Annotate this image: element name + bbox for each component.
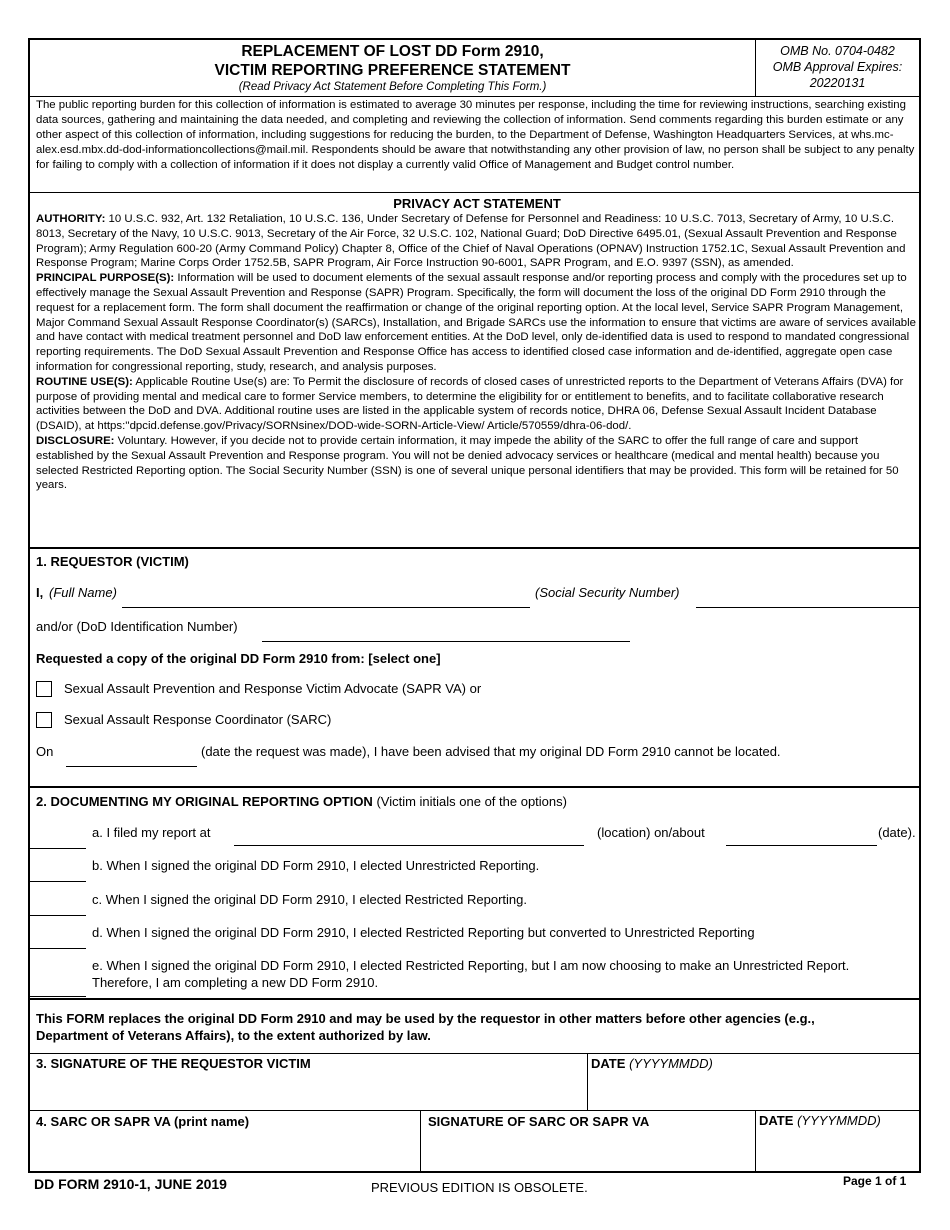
requestor-signature-label: 3. SIGNATURE OF THE REQUESTOR VICTIM [36,1056,311,1071]
initials-d-field[interactable] [30,948,86,949]
routine-text: Applicable Routine Use(s) are: To Permit the disclosure of records of closed cases of unrestricted reports to the Department of Veterans Affairs (DVA) for purpose of providing mental and medical care to former Service members, to determine the eligibility for or entitlement to benefits, and to facilitate collaborative research activities between the DoD and DVA. Additional routine uses are listed in the applicable system of records notice, DHRA 06, Defense Sexual Assault Incident Database (DSAID), at https:''dpcid.defense.gov/Privacy/SORNsinex/DOD-wide-SORN-Article-View/ Article/570559/dhra-06-dod/. [36,375,904,433]
requestor-date-field[interactable] [588,1070,918,1108]
privacy-heading: PRIVACY ACT STATEMENT [393,196,561,211]
sapr-va-option-label: Sexual Assault Prevention and Response Victim Advocate (SAPR VA) or [64,681,482,696]
divider [30,998,919,1000]
option-e-text-line1: e. When I signed the original DD Form 2910, I elected Restricted Reporting, but I am now choosing to make an Unrestricted Report. [92,958,850,973]
option-c-text: c. When I signed the original DD Form 2910, I elected Restricted Reporting. [92,892,527,907]
option-a-location-field[interactable] [234,845,584,846]
purpose-text: Information will be used to document elements of the sexual assault response and/or reporting process and comply with the procedures set up to effectively manage the Sexual Assault Prevention and Response (SAPR) Program. Specifically, the form will document the loss of the original DD Form 2910 through the request for a replacement form. The form shall document the reaffirmation or change of the original reporting option. At the local level, Service SAPR Program Management, Major Command Sexual Assault Response Coordinator(s) (SARCs), Installation, and Brigade SARCs use the information to ensure that victims are aware of services available and have contact with medical treatment personnel and DoD law enforcement entities. At the DoD level, only de-identified data is used to respond to mandated congressional reporting requirements. The DoD Sexual Assault Prevention and Response Office has access to identified closed case information and de-identified, aggregate open case information for congressional reporting, study, research, and analysis purposes. [36,272,917,373]
initials-b-field[interactable] [30,881,86,882]
option-e-text-line2: Therefore, I am completing a new DD Form 2910. [92,975,379,990]
authority-text: 10 U.S.C. 932, Art. 132 Retaliation, 10 U.S.C. 136, Under Secretary of Defense for Personnel and Readiness: 10 U.S.C. 7013, Secretary of Army, 10 U.S.C. 8013, Secretary of the Navy, 10 U.S.C. 9013, Secretary of the Air Force, 32 U.S.C. 102, National Guard; DoD Directive 6495.01, (Sexual Assault Prevention and Response Program); Army Regulation 600-20 (Army Command Policy) Chapter 8, Office of the Chief of Naval Operations (OPNAV) Instruction 1752.1C, Sexual Assault Prevention and Response Program; Marine Corps Order 1752.5B, SAPR Program, Air Force Instruction 90-6001, SAPR Program, and E.O. 9397 (SSN), as amended. [36,213,906,270]
notice-line-1: This FORM replaces the original DD Form 2910 and may be used by the requestor in other matters before other agencies (e.g., [36,1011,815,1026]
full-name-label: (Full Name) [49,585,117,600]
option-d-text: d. When I signed the original DD Form 2910, I elected Restricted Reporting but converted to Unrestricted Reporting [92,925,755,940]
sarc-option-label: Sexual Assault Response Coordinator (SARC) [64,712,332,727]
requestor-signature-field[interactable] [30,1070,586,1108]
sarc-name-field[interactable] [30,1130,419,1172]
privacy-purpose [36,271,918,375]
purpose-label: PRINCIPAL PURPOSE(S): [36,272,175,285]
initials-c-field[interactable] [30,915,86,916]
section2-heading-row [36,794,567,810]
sarc-name-label: 4. SARC OR SAPR VA (print name) [36,1114,250,1129]
disclosure-text: Voluntary. However, if you decide not to provide certain information, it may impede the ability of the SARC to offer the full range of care and support established by the Sexual Assault Prevention and Response program. You will not be denied advocacy services or healthcare (medical and mental health) because you selected Restricted Reporting option. The Social Security Number (SSN) is one of several unique personal identifiers that may be provided. This form will be retained for 50 years. [36,434,899,492]
burden-statement: The public reporting burden for this collection of information is estimated to average 30 minutes per response, including the time for reviewing instructions, searching existing data sources, gathering and maintaining the data needed, and completing and reviewing the collection of information. Send comments regarding this burden estimate or any other aspect of this collection of information, including suggestions for reducing the burden, to the Department of Defense, Washington Headquarters Services, at whs.mc-alex.esd.mbx.dd-dod-informationcollections@mail.mil. Respondents should be aware that notwithstanding any other provision of law, no person shall be subject to any penalty for failing to comply with a collection of information if it does not display a currently valid Office of Management and Budget control number. [36,99,915,171]
option-b-text: b. When I signed the original DD Form 2910, I elected Unrestricted Reporting. [92,858,540,873]
copy-request-label: Requested a copy of the original DD Form 2910 from: [select one] [36,651,441,666]
on-label: On [36,744,54,759]
divider [30,192,919,193]
section1-heading: 1. REQUESTOR (VICTIM) [36,554,189,569]
requestor-date-format: (YYYYMMDD) [629,1056,713,1071]
sapr-va-checkbox[interactable] [36,681,52,697]
dod-id-label: and/or (DoD Identification Number) [36,619,238,634]
title-subtitle: (Read Privacy Act Statement Before Completing This Form.) [238,81,547,93]
form-id: DD FORM 2910-1, JUNE 2019 [34,1176,227,1192]
divider [30,1053,919,1054]
privacy-routine-use [36,375,918,434]
sarc-checkbox[interactable] [36,712,52,728]
omb-number: OMB No. 0704-0482 [780,44,895,58]
option-a-date-field[interactable] [726,845,877,846]
privacy-act-statement [36,195,918,493]
i-label: I, [36,585,44,600]
section2-heading-note: (Victim initials one of the options) [372,794,567,809]
sarc-signature-label: SIGNATURE OF SARC OR SAPR VA [428,1114,650,1129]
privacy-authority [36,212,918,271]
request-date-field[interactable] [66,766,197,767]
omb-expires-label: OMB Approval Expires: [772,60,903,74]
sarc-signature-field[interactable] [421,1130,754,1172]
omb-expires-date: 20220131 [809,76,866,90]
ssn-label: (Social Security Number) [535,585,680,600]
routine-label: ROUTINE USE(S): [36,375,133,388]
requestor-date-label: DATE [591,1056,626,1071]
sarc-date-label-row [759,1113,881,1129]
title-line-2: VICTIM REPORTING PREFERENCE STATEMENT [214,62,571,79]
sarc-date-format: (YYYYMMDD) [797,1113,881,1128]
initials-e-field[interactable] [30,996,86,997]
form-title [30,42,755,94]
divider [30,786,919,788]
notice-line-2: Department of Veterans Affairs), to the extent authorized by law. [36,1028,431,1043]
option-a-date-label: (date). [878,825,916,840]
page-number: Page 1 of 1 [843,1174,907,1188]
dod-id-field[interactable] [262,641,630,642]
option-a-location-label: (location) on/about [597,825,705,840]
form-header [30,40,919,97]
ssn-field[interactable] [696,607,921,608]
disclosure-label: DISCLOSURE: [36,434,115,447]
title-line-1: REPLACEMENT OF LOST DD Form 2910, [241,43,544,60]
divider [30,1110,919,1111]
edition-note: PREVIOUS EDITION IS OBSOLETE. [371,1180,588,1195]
form-frame [28,38,921,1173]
authority-label: AUTHORITY: [36,213,106,225]
sarc-date-label: DATE [759,1113,794,1128]
option-a-text: a. I filed my report at [92,825,211,840]
full-name-field[interactable] [122,607,530,608]
divider [30,547,919,549]
privacy-disclosure [36,434,918,493]
sarc-date-field[interactable] [756,1130,918,1172]
advised-text: (date the request was made), I have been advised that my original DD Form 2910 cannot be located. [201,744,781,759]
initials-a-field[interactable] [30,848,86,849]
omb-box [755,40,919,96]
section2-heading: 2. DOCUMENTING MY ORIGINAL REPORTING OPTION [36,794,373,809]
